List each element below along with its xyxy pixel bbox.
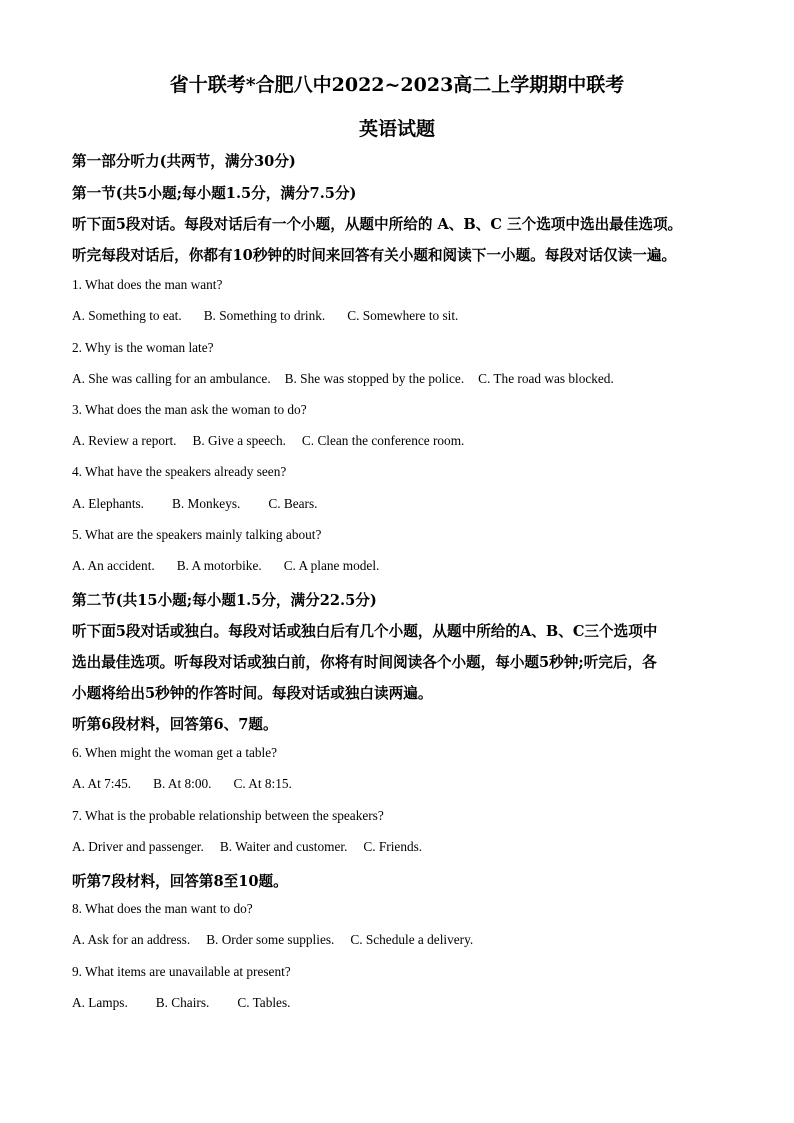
option-a: A. An accident. xyxy=(72,558,155,573)
instruction-line: 选出最佳选项。听每段对话或独白前，你将有时间阅读各个小题，每小题5秒钟;听完后，各 xyxy=(72,654,657,671)
question-options xyxy=(72,995,312,1011)
instruction-line: 小题将给出5秒钟的作答时间。每段对话或独白读两遍。 xyxy=(72,685,433,702)
page-subtitle: 英语试题 xyxy=(358,118,435,140)
question-options xyxy=(72,433,486,449)
question-stem: 4. What have the speakers already seen? xyxy=(72,464,287,479)
question-stem: 6. When might the woman get a table? xyxy=(72,745,278,760)
material-heading: 听第7段材料，回答第8至10题。 xyxy=(72,873,288,890)
question-stem: 1. What does the man want? xyxy=(72,277,223,292)
option-a: A. At 7:45. xyxy=(72,776,132,791)
question-options xyxy=(72,371,636,387)
section-heading: 第二节(共15小题;每小题1.5分，满分22.5分) xyxy=(72,592,377,609)
page-title: 省十联考*合肥八中2022~2023高二上学期期中联考 xyxy=(169,74,625,96)
question-stem: 7. What is the probable relationship between the speakers? xyxy=(72,808,384,823)
option-b: B. At 8:00. xyxy=(153,776,212,791)
option-b: B. Waiter and customer. xyxy=(219,839,348,854)
question-stem: 3. What does the man ask the woman to do? xyxy=(72,402,307,417)
option-b: B. Order some supplies. xyxy=(206,932,335,947)
option-a: A. Something to eat. xyxy=(72,308,182,323)
option-a: A. Ask for an address. xyxy=(72,932,191,947)
option-c: C. Clean the conference room. xyxy=(301,433,465,448)
option-c: C. A plane model. xyxy=(283,558,380,573)
part-heading: 第一部分听力(共两节，满分30分) xyxy=(72,153,296,170)
option-c: C. The road was blocked. xyxy=(478,371,614,386)
option-b: B. Give a speech. xyxy=(192,433,286,448)
option-a: A. Lamps. xyxy=(72,995,128,1010)
instruction-line: 听下面5段对话。每段对话后有一个小题，从题中所给的 A、B、C 三个选项中选出最佳选项。 xyxy=(72,216,683,233)
instruction-line: 听完每段对话后，你都有10秒钟的时间来回答有关小题和阅读下一小题。每段对话仅读一遍。 xyxy=(72,247,677,264)
material-heading: 听第6段材料，回答第6、7题。 xyxy=(72,716,278,733)
option-a: A. She was calling for an ambulance. xyxy=(72,371,271,386)
option-b: B. Monkeys. xyxy=(172,496,241,511)
question-stem: 8. What does the man want to do? xyxy=(72,901,253,916)
question-options xyxy=(72,776,314,792)
option-c: C. Somewhere to sit. xyxy=(347,308,459,323)
option-c: C. Bears. xyxy=(268,496,318,511)
option-c: C. Friends. xyxy=(363,839,423,854)
question-stem: 9. What items are unavailable at present? xyxy=(72,964,291,979)
option-a: A. Elephants. xyxy=(72,496,145,511)
option-b: B. A motorbike. xyxy=(176,558,262,573)
option-c: C. Schedule a delivery. xyxy=(350,932,474,947)
option-a: A. Review a report. xyxy=(72,433,177,448)
option-b: B. Chairs. xyxy=(155,995,210,1010)
question-options xyxy=(72,496,339,512)
section-heading: 第一节(共5小题;每小题1.5分，满分7.5分) xyxy=(72,185,357,202)
question-options xyxy=(72,558,401,574)
option-b: B. She was stopped by the police. xyxy=(284,371,465,386)
question-stem: 2. Why is the woman late? xyxy=(72,340,214,355)
question-options xyxy=(72,839,444,855)
option-c: C. At 8:15. xyxy=(233,776,292,791)
option-a: A. Driver and passenger. xyxy=(72,839,204,854)
instruction-line: 听下面5段对话或独白。每段对话或独白后有几个小题，从题中所给的A、B、C三个选项中 xyxy=(72,623,658,640)
question-options xyxy=(72,308,480,324)
option-b: B. Something to drink. xyxy=(203,308,326,323)
question-stem: 5. What are the speakers mainly talking about? xyxy=(72,527,322,542)
option-c: C. Tables. xyxy=(237,995,291,1010)
question-options xyxy=(72,932,495,948)
